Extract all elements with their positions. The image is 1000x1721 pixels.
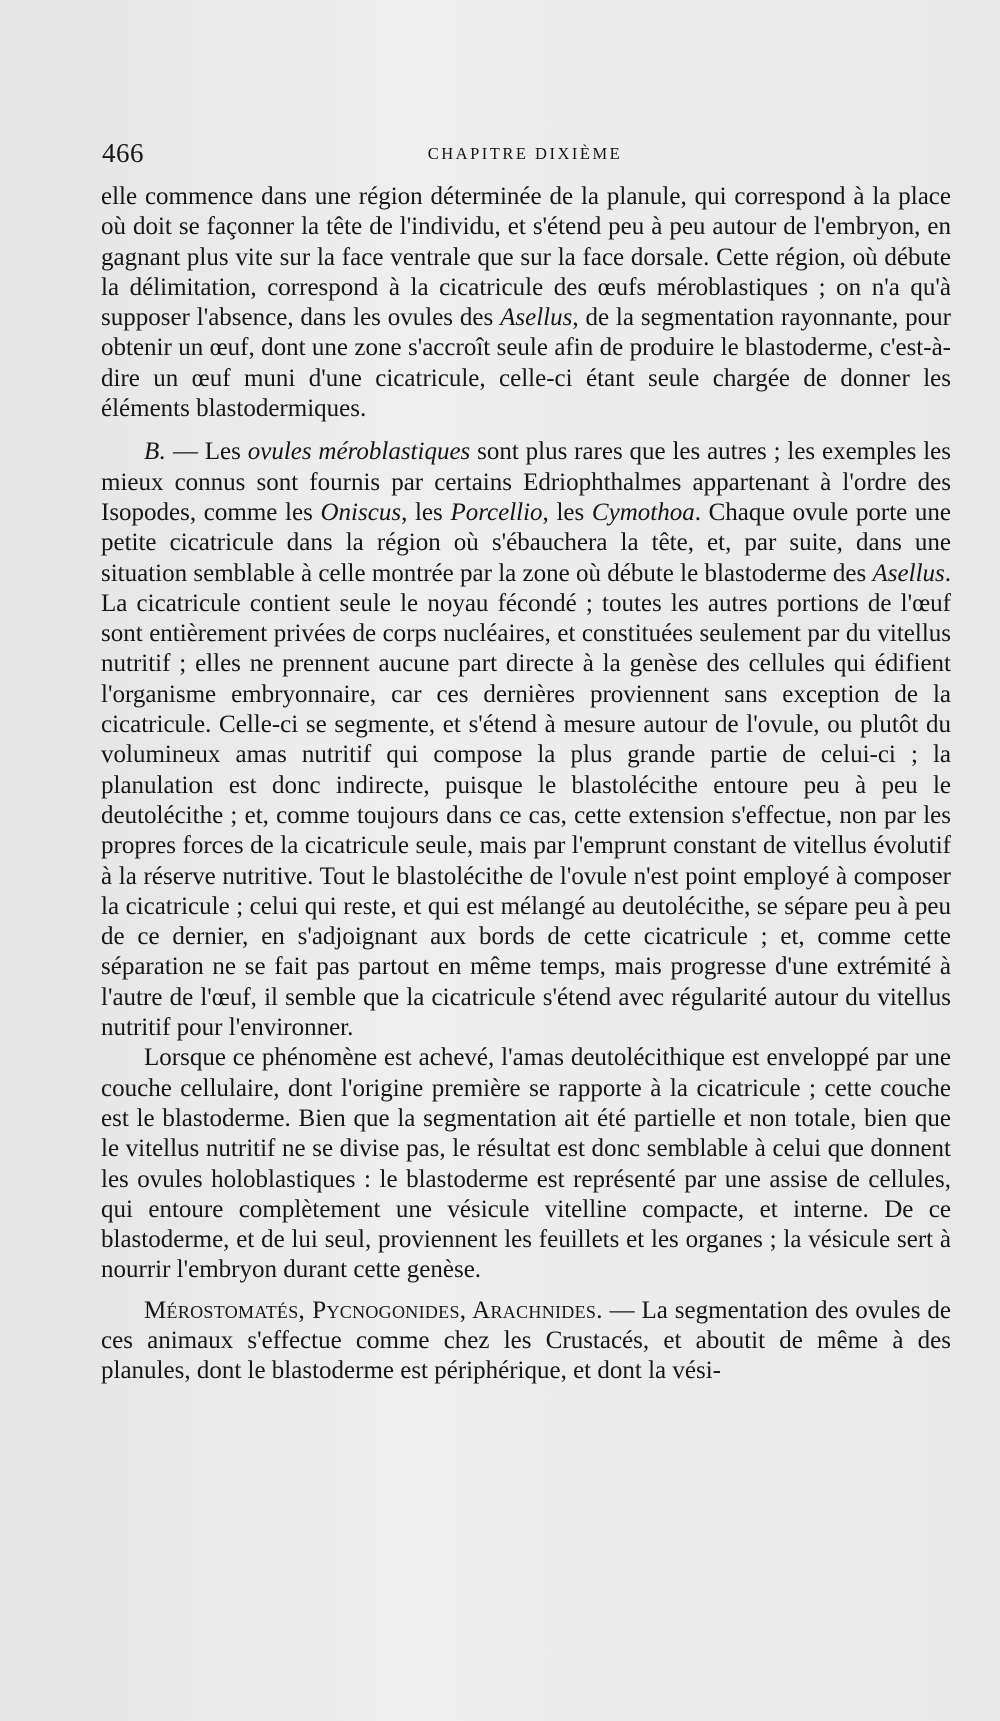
paragraph-1-text-end: , de la segmentation rayonnante, pour obtenir un œuf, dont une zone s'accroît seule afin de produire le blastoderme, c'est-à-dire un œuf muni d'une cicatricule, celle-ci étant seule chargée de donner les éléments blastodermiques. — [101, 304, 951, 423]
taxon-oniscus: Oniscus — [320, 498, 402, 526]
paragraph-4 — [101, 1296, 951, 1387]
paragraph-2-text-4: . Chaque ovule porte une petite cicatricule dans la région où s'ébauchera la tête, et, par suite, dans une situation semblable à celle montrée par la zone où débute le blastoderme des — [101, 498, 952, 587]
paragraph-2-text-3: , les — [542, 498, 592, 526]
running-head: CHAPITRE DIXIÈME — [427, 144, 623, 163]
taxon-asellus: Asellus — [500, 304, 573, 332]
term-ovules-meroblastiques: ovules méroblastiques — [247, 438, 471, 466]
paragraph-3: Lorsque ce phénomène est achevé, l'amas deutolécithique est enveloppé par une couche cellulaire, dont l'origine première se rapporte à la cicatricule ; cette couche est le blastoderme. Bien que la segmentation ait été partielle et non totale, bien que le vitellus nutritif ne se divise pas, le résultat est donc semblable à celui que donnent les ovules holoblastiques : le blastoderme est représenté par une assise de cellules, qui entoure complètement une vésicule vitelline compacte, et interne. De ce blastoderme, et de lui seul, proviennent les feuillets et les organes ; la vésicule sert à nourrir l'embryon durant cette genèse. — [101, 1044, 951, 1284]
taxon-cymothoa: Cymothoa — [591, 498, 695, 526]
paragraph-4-text: — La segmentation des ovules de ces animaux s'effectue comme chez les Crustacés, et aboutit de même à des planules, dont le blastoderme est périphérique, et dont la vési- — [101, 1296, 951, 1385]
paragraph-2-text-5: . La cicatricule contient seule le noyau fécondé ; toutes les autres portions de l'œuf sont entièrement privées de corps nucléaires, et constituées seulement par du vitellus nutritif ; elles ne prennent aucune part directe à la genèse des cellules qui édifient l'organisme embryonnaire, car ces dernières proviennent sans exception de la cicatricule. Celle-ci se segmente, et s'étend à mesure autour de l'ovule, ou plutôt du volumineux amas nutritif qui compose la plus grande partie de celui-ci ; la planulation est donc indirecte, puisque le blastolécithe entoure peu à peu le deutolécithe ; et, comme toujours dans ce cas, cette extension s'effectue, non par les propres forces de la cicatricule seule, mais par l'emprunt constant de vitellus évolutif à la réserve nutritive. Tout le blastolécithe de l'ovule n'est point employé à composer la cicatricule ; celui qui reste, et qui est mélangé au deutolécithe, se sépare peu à peu de ce dernier, en s'adjoignant aux bords de cette cicatricule ; et, comme cette séparation ne se fait pas partout en même temps, mais progresse d'une extrémité à l'autre de l'œuf, il semble que la cicatricule s'étend avec régularité autour du vitellus nutritif pour l'environner. — [101, 559, 951, 1042]
paragraph-1-text: elle commence dans une région déterminée de la planule, qui correspond à la place où doit se façonner la tête de l'individu, et s'étend peu à peu autour de l'embryon, en gagnant plus vite sur la face ventrale que sur la face dorsale. Cette région, où débute la délimitation, correspond à la cicatricule des œufs méroblastiques ; on n'a qu'à supposer l'absence, dans les ovules des — [101, 183, 951, 332]
section-heading-merostomates: Mérostomatés, Pycnogonides, Arachnides. — [144, 1296, 603, 1324]
page-header — [102, 138, 948, 172]
section-marker-b: B. — [144, 438, 167, 466]
paragraph-1 — [101, 182, 951, 424]
body-text — [101, 182, 951, 1387]
taxon-asellus-2: Asellus — [872, 559, 945, 587]
paragraph-2 — [101, 437, 951, 1043]
paragraph-2-dash: — Les — [166, 438, 248, 466]
taxon-porcellio: Porcellio — [450, 498, 543, 526]
page-number: 466 — [102, 138, 144, 168]
paragraph-2-text-1: sont plus rares que les autres ; les exemples les mieux connus sont fournis par certains Edriophthalmes appartenant à l'ordre des Isopodes, comme les — [101, 438, 951, 526]
paragraph-2-text-2: , les — [401, 498, 451, 526]
